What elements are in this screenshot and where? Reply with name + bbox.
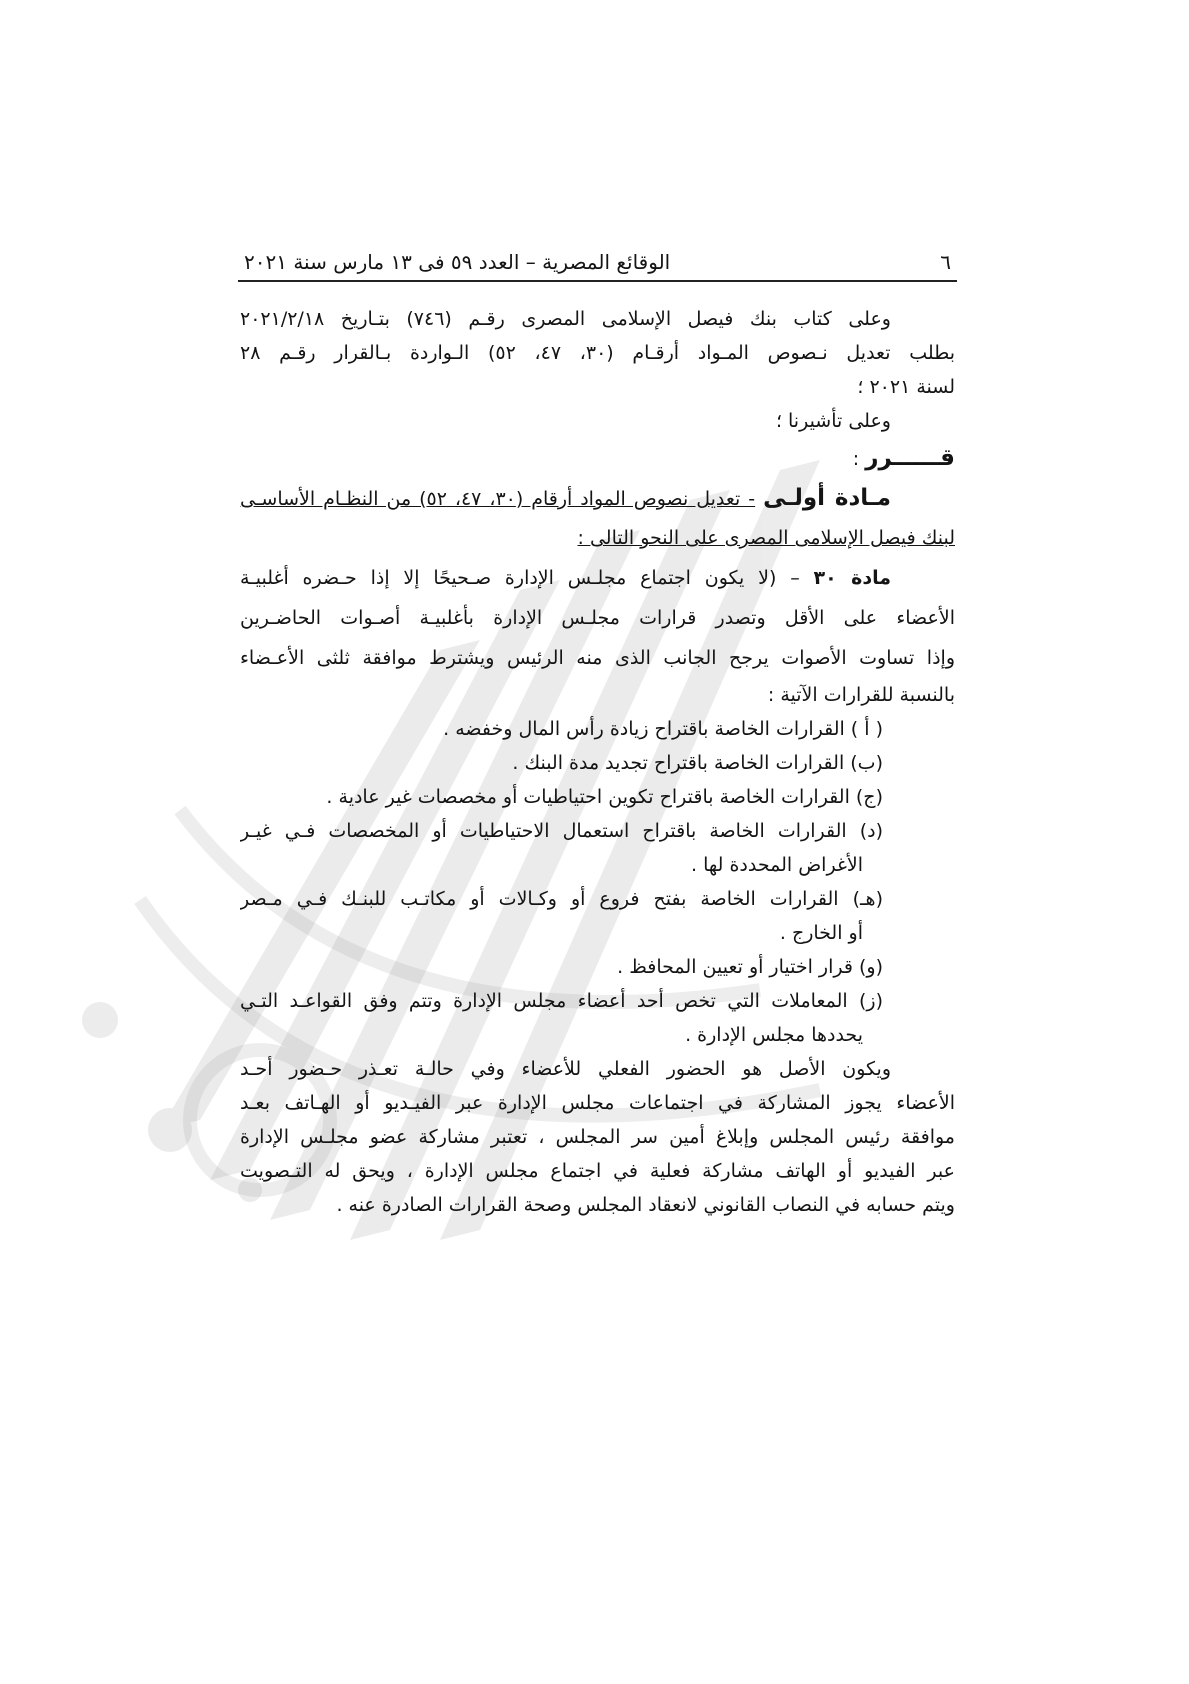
article-30-line: بالنسبة للقرارات الآتية : bbox=[767, 684, 955, 706]
article-one-line bbox=[240, 478, 955, 518]
decree-heading bbox=[240, 438, 955, 478]
article-30-line: الأعضاء على الأقل وتصدر قرارات مجلـس الإدارة بأغلبيـة أصـوات الحاضـرين bbox=[240, 607, 955, 629]
list-item: ( أ ) القرارات الخاصة باقتراح زيادة رأس المال وخفضه . bbox=[443, 718, 883, 740]
list-item-continuation: الأغراض المحددة لها . bbox=[691, 854, 863, 876]
article-one-text: - تعديل نصوص المواد أرقام (٣٠، ٤٧، ٥٢) من النظـام الأساسـى bbox=[240, 488, 756, 510]
preamble-line: لسنة ٢٠٢١ ؛ bbox=[857, 376, 955, 398]
decree-word: قــــــرر bbox=[865, 445, 955, 471]
document-content bbox=[240, 250, 955, 1222]
article-30-line bbox=[240, 558, 955, 598]
article-one-label: مـادة أولـى bbox=[763, 485, 892, 511]
article-30-line: وإذا تساوت الأصوات يرجح الجانب الذى منه الرئيس ويشترط موافقة ثلثى الأعـضاء bbox=[240, 647, 955, 669]
article-one-line bbox=[240, 518, 955, 558]
page-number: ٦ bbox=[940, 250, 951, 274]
list-item: (هـ) القرارات الخاصة بفتح فروع أو وكـالات أو مكاتـب للبنـك فـي مـصر bbox=[240, 888, 883, 910]
preamble-line: بطلب تعديل نـصوص المـواد أرقـام (٣٠، ٤٧، ٥٢) الـواردة بـالقرار رقـم ٢٨ bbox=[240, 342, 955, 364]
closing-line: الأعضاء يجوز المشاركة في اجتماعات مجلس الإدارة عبر الفيـديو أو الهـاتف بعـد bbox=[240, 1092, 955, 1114]
preamble-line: وعلى كتاب بنك فيصل الإسلامى المصرى رقـم (٧٤٦) بتـاريخ ٢٠٢١/٢/١٨ bbox=[240, 308, 891, 330]
list-item: (ب) القرارات الخاصة باقتراح تجديد مدة البنك . bbox=[512, 752, 883, 774]
closing-line: موافقة رئيس المجلس وإبلاغ أمين سر المجلس ، تعتبر مشاركة عضو مجلـس الإدارة bbox=[240, 1126, 955, 1148]
preamble-line: وعلى تأشيرنا ؛ bbox=[775, 410, 891, 432]
article-30-label: مادة ٣٠ bbox=[813, 567, 891, 589]
gazette-title: الوقائع المصرية – العدد ٥٩ فى ١٣ مارس سنة ٢٠٢١ bbox=[244, 250, 671, 274]
list-item-continuation: يحددها مجلس الإدارة . bbox=[685, 1024, 863, 1046]
list-item: (ج) القرارات الخاصة باقتراح تكوين احتياطيات أو مخصصات غير عادية . bbox=[326, 786, 883, 808]
page-header bbox=[240, 250, 955, 280]
article-30-text: – (لا يكون اجتماع مجلـس الإدارة صـحيحًا إلا إذا حـضره أغلبيـة bbox=[240, 567, 800, 589]
list-item: (ز) المعاملات التي تخص أحد أعضاء مجلس الإدارة وتتم وفق القواعـد التـي bbox=[240, 990, 883, 1012]
list-item-continuation: أو الخارج . bbox=[779, 922, 863, 944]
decree-colon: : bbox=[852, 448, 860, 470]
list-item: (و) قرار اختيار أو تعيين المحافظ . bbox=[617, 956, 883, 978]
list-item: (د) القرارات الخاصة باقتراح استعمال الاحتياطيات أو المخصصات فـي غيـر bbox=[240, 820, 883, 842]
closing-line: عبر الفيديو أو الهاتف مشاركة فعلية في اجتماع مجلس الإدارة ، ويحق له التـصويت bbox=[240, 1160, 955, 1182]
article-one-text: لبنك فيصل الإسلامى المصرى على النحو التالى : bbox=[577, 527, 955, 549]
closing-line: ويكون الأصل هو الحضور الفعلي للأعضاء وفي حالـة تعـذر حـضور أحـد bbox=[240, 1058, 891, 1080]
closing-line: ويتم حسابه في النصاب القانوني لانعقاد المجلس وصحة القرارات الصادرة عنه . bbox=[336, 1194, 955, 1216]
